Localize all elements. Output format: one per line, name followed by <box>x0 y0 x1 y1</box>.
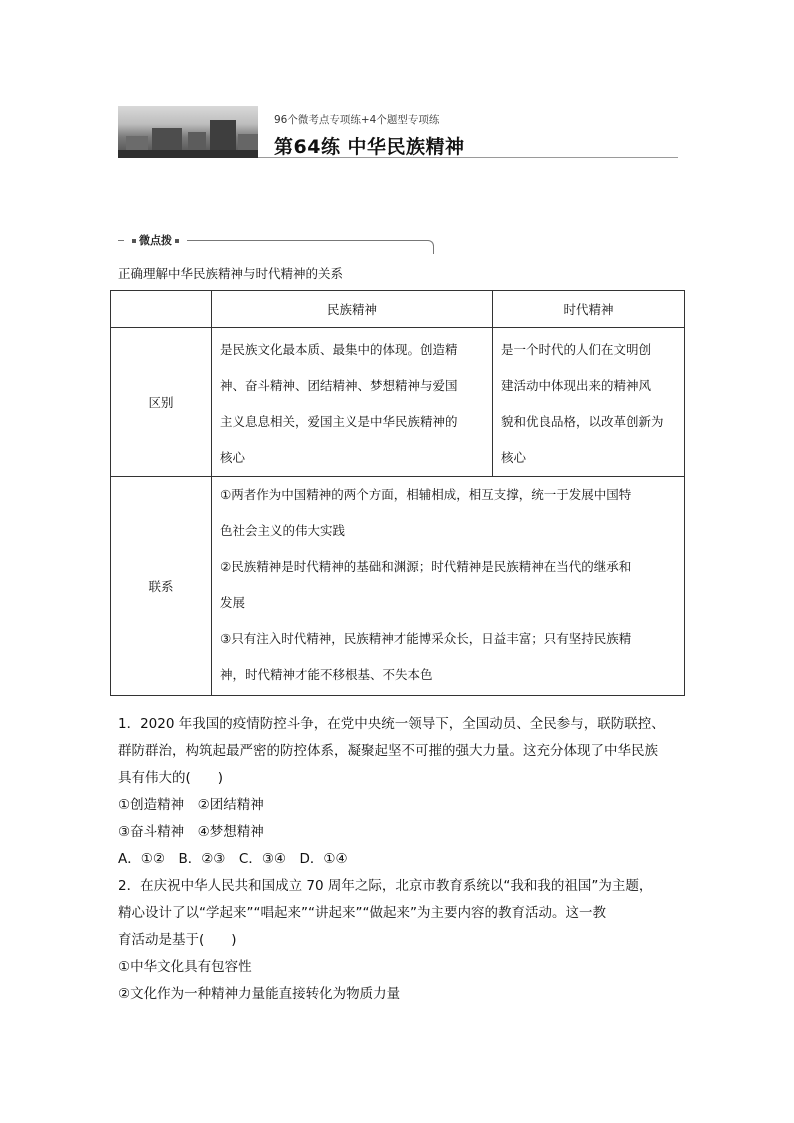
tip-label <box>124 232 187 248</box>
text-line: 貌和优良品格，以改革创新为 <box>501 414 664 429</box>
text-line: 核心 <box>220 450 246 465</box>
question-stem-line: 育活动是基于( ) <box>118 932 237 948</box>
table-header-row <box>111 291 685 328</box>
row-label-connection: 联系 <box>111 477 212 696</box>
text-line: 神、奋斗精神、团结精神、梦想精神与爱国 <box>220 378 458 393</box>
text-line: 是一个时代的人们在文明创 <box>501 342 652 357</box>
text-line: 核心 <box>501 450 527 465</box>
comparison-table <box>110 290 685 696</box>
text-line: 主义息息相关，爱国主义是中华民族精神的 <box>220 414 458 429</box>
text-line: ③只有注入时代精神，民族精神才能博采众长，日益丰富；只有坚持民族精 <box>220 631 632 646</box>
tip-label-text: 微点拨 <box>139 234 172 247</box>
square-bullet-icon <box>132 239 136 243</box>
question-answer-choices: A．①② B．②③ C．③④ D．①④ <box>118 851 348 867</box>
tip-intro: 正确理解中华民族精神与时代精神的关系 <box>118 266 344 281</box>
text-line: 建活动中体现出来的精神风 <box>501 378 652 393</box>
question-stem-line: 2．在庆祝中华人民共和国成立 70 周年之际，北京市教育系统以“我和我的祖国”为主题， <box>118 878 653 894</box>
question-2 <box>118 873 693 1008</box>
text-line: ①两者作为中国精神的两个方面，相辅相成，相互支撑，统一于发展中国特 <box>220 487 632 502</box>
question-stem-line: 具有伟大的( ) <box>118 770 224 786</box>
cell-national-difference <box>212 328 493 477</box>
page-title: 第64练 中华民族精神 <box>274 136 465 158</box>
text-line: 是民族文化最本质、最集中的体现。创造精 <box>220 342 458 357</box>
page-header <box>118 106 678 162</box>
question-option-line: ①创造精神 ②团结精神 <box>118 797 264 813</box>
header-city-photo <box>118 106 258 158</box>
question-1 <box>118 711 693 873</box>
question-option-line: ①中华文化具有包容性 <box>118 959 252 975</box>
header-national-spirit: 民族精神 <box>212 291 493 328</box>
cell-era-difference <box>493 328 685 477</box>
text-line: 发展 <box>220 595 246 610</box>
question-stem-line: 群防群治，构筑起最严密的防控体系，凝聚起坚不可摧的强大力量。这充分体现了中华民族 <box>118 743 658 759</box>
text-line: 色社会主义的伟大实践 <box>220 523 346 538</box>
square-bullet-icon <box>175 239 179 243</box>
question-option-line: ②文化作为一种精神力量能直接转化为物质力量 <box>118 986 401 1002</box>
table-row-connection <box>111 477 685 696</box>
text-line: ②民族精神是时代精神的基础和渊源；时代精神是民族精神在当代的继承和 <box>220 559 632 574</box>
question-stem-line: 1．2020 年我国的疫情防控斗争，在党中央统一领导下，全国动员、全民参与，联防联控、 <box>118 716 665 732</box>
table-corner-cell <box>111 291 212 328</box>
series-subtitle: 96个微考点专项练+4个题型专项练 <box>274 114 440 126</box>
question-option-line: ③奋斗精神 ④梦想精神 <box>118 824 264 840</box>
header-era-spirit: 时代精神 <box>493 291 685 328</box>
text-line: 神，时代精神才能不移根基、不失本色 <box>220 667 433 682</box>
question-stem-line: 精心设计了以“学起来”“唱起来”“讲起来”“做起来”为主要内容的教育活动。这一教 <box>118 905 606 921</box>
row-label-difference: 区别 <box>111 328 212 477</box>
cell-connection <box>212 477 685 696</box>
table-row-difference <box>111 328 685 477</box>
